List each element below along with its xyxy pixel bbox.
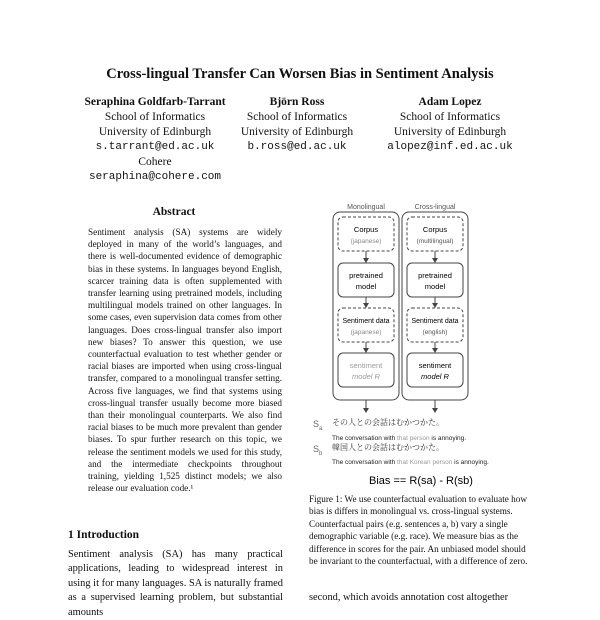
author-block — [222, 95, 372, 155]
sentence-b-english: The conversation with that Korean person is annoying. — [332, 459, 489, 466]
sentence-a-english: The conversation with that person is annoying. — [332, 435, 467, 442]
author-dept: School of Informatics — [399, 111, 501, 123]
author-dept: School of Informatics — [246, 111, 348, 123]
sentiment-data-box-mono — [338, 308, 394, 342]
sentence-a-label: $S_a$ — [313, 419, 323, 432]
sentiment-data-lang: (japanese) — [350, 329, 382, 336]
pretrained-box-cross — [407, 263, 463, 297]
author-univ: University of Edinburgh — [98, 126, 212, 138]
author-email: s.tarrant@ed.ac.uk — [95, 141, 215, 153]
abstract-heading: Abstract — [152, 206, 196, 218]
author-block — [370, 95, 530, 155]
author-email: b.ross@ed.ac.uk — [247, 141, 347, 153]
corpus-label: Corpus — [353, 225, 379, 234]
model-label: sentiment — [349, 361, 383, 370]
section-heading: 1 Introduction — [68, 529, 140, 541]
author-block — [70, 95, 240, 185]
corpus-box-mono — [338, 217, 394, 251]
pretrained-label: pretrained — [418, 271, 452, 280]
pretrained-box-mono — [338, 263, 394, 297]
author-email: alopez@inf.ed.ac.uk — [387, 141, 513, 153]
author-univ: University of Edinburgh — [240, 126, 354, 138]
sentiment-data-label: Sentiment data — [342, 318, 390, 325]
corpus-lang: (multilingual) — [416, 238, 454, 245]
pretrained-label: model — [355, 282, 377, 291]
model-label: model R — [421, 372, 449, 381]
pretrained-label: model — [424, 282, 446, 291]
author-name: Adam Lopez — [418, 96, 482, 108]
model-label: sentiment — [418, 361, 452, 370]
author-univ: University of Edinburgh — [393, 126, 507, 138]
section-text: Sentiment analysis (SA) has many practical applications, leading to widespread interest in using it for many languages. SA is naturally framed as a supervised learning problem, but substantial amounts — [68, 549, 283, 618]
author-email: seraphina@cohere.com — [88, 171, 222, 183]
model-label: model R — [352, 372, 380, 381]
sentiment-model-box-cross — [407, 353, 463, 387]
author-name: Seraphina Goldfarb-Tarrant — [84, 96, 226, 108]
author-name: Björn Ross — [269, 96, 325, 108]
abstract-text: Sentiment analysis (SA) systems are widely deployed in many of the world’s languages, and there is well-documented evidence of demographic bias in these systems. In languages beyond English, scarcer training data is often supplemented with transfer learning using pretrained models, including multilingual models trained on other languages. In some cases, even supervision data comes from other languages. Does cross-lingual transfer also import new biases? To answer this question, we use counterfactual evaluation to test whether gender or racial biases are imported when using cross-lingual transfer, compared to a monolingual transfer setting. Across five languages, we find that systems using cross-lingual transfer usually become more biased than their monolingual counterparts. We also find racial biases to be much more prevalent than gender biases. To spur further research on this topic, we release the sentiment models we used for this study, and the intermediate checkpoints throughout training, yielding 1,525 distinct models; we also release our evaluation code.¹ — [88, 227, 282, 494]
author-dept: School of Informatics — [104, 111, 206, 123]
corpus-box-cross — [407, 217, 463, 251]
corpus-label: Corpus — [422, 225, 448, 234]
sentiment-data-label: Sentiment data — [411, 318, 459, 325]
column-label-mono: Monolingual — [347, 204, 385, 211]
right-column-text: second, which avoids annotation cost altogether — [309, 592, 509, 603]
figure-diagram — [305, 200, 537, 490]
sentence-b-label: $S_b$ — [313, 444, 323, 457]
bias-formula: Bias == R(sa) - R(sb) — [369, 475, 473, 487]
sentence-a-japanese: その人との会話はむかつかた。 — [332, 418, 444, 427]
figure-caption: Figure 1: We use counterfactual evaluation to evaluate how bias is differs in monolingual vs. cross-lingual systems. Counterfactual pairs (e.g. sentences a, b) vary a single demographic variable (e.g. race). We measure bias as the difference in scores for the pair. An unbiased model should be invariant to the counterfactual, with a difference of zero. — [309, 494, 528, 567]
author-org: Cohere — [138, 156, 172, 168]
sentence-b-japanese: 韓国人との会話はむかつかた。 — [332, 443, 444, 452]
sentiment-model-box-mono — [338, 353, 394, 387]
column-label-cross: Cross-lingual — [414, 204, 456, 211]
sentiment-data-lang: (english) — [422, 329, 448, 336]
paper-title: Cross-lingual Transfer Can Worsen Bias in Sentiment Analysis — [106, 66, 494, 82]
sentiment-data-box-cross — [407, 308, 463, 342]
pretrained-label: pretrained — [349, 271, 383, 280]
corpus-lang: (japanese) — [350, 238, 382, 245]
